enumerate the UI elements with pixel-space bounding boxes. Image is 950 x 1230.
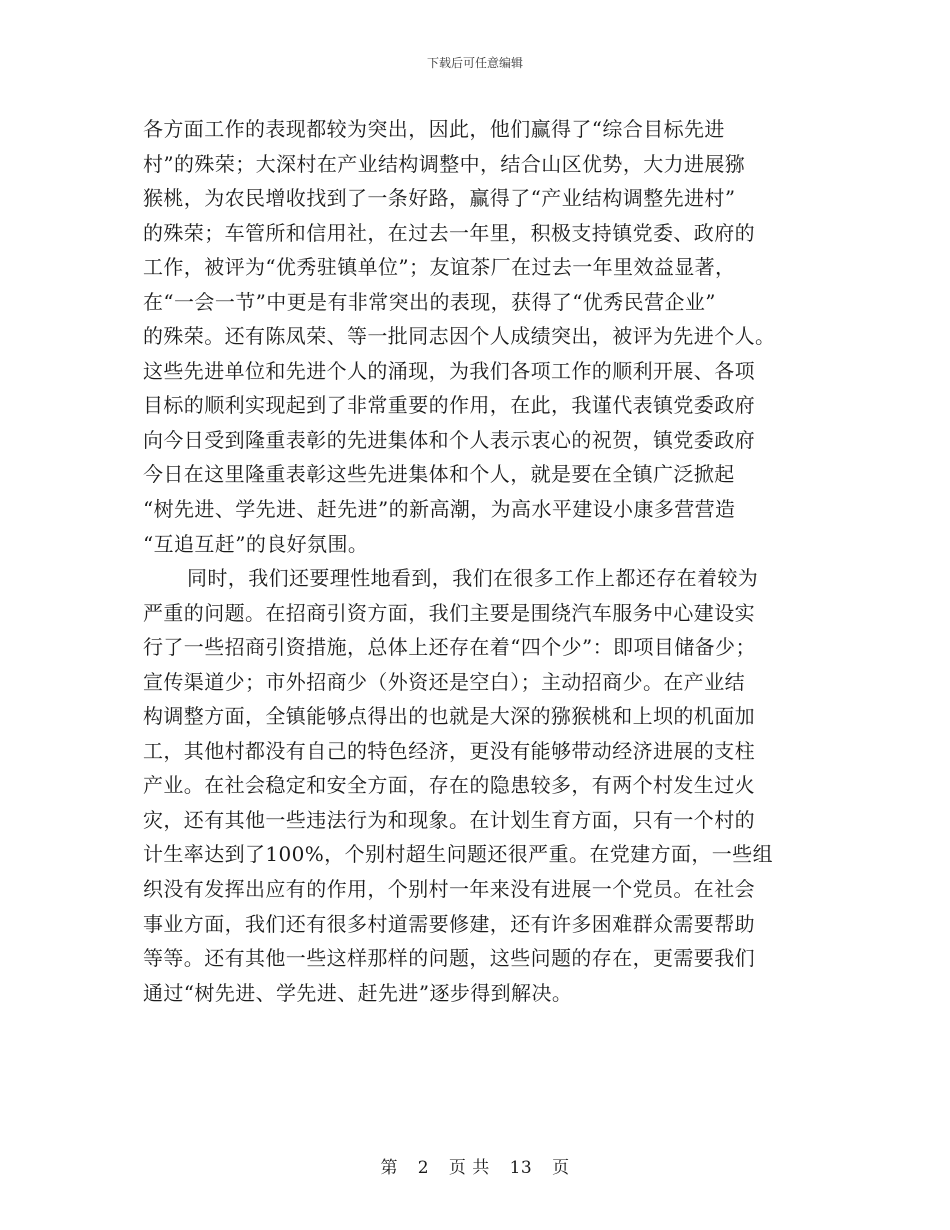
text-line: 通过“树先进、学先进、赶先进”逐步得到解决。 [143, 980, 573, 1005]
text-line: 构调整方面，全镇能够点得出的也就是大深的猕猴桃和上坝的机面加 [143, 704, 755, 729]
text-line: 今日在这里隆重表彰这些先进集体和个人，就是要在全镇广泛掀起 [143, 462, 735, 487]
paragraph-1 [143, 112, 811, 561]
text-line: “互追互赶”的良好氛围。 [143, 531, 369, 556]
text-line: 同时，我们还要理性地看到，我们在很多工作上都还存在着较为 [187, 566, 759, 591]
text-line: 宣传渠道少；市外招商少（外资还是空白）；主动招商少。在产业结 [143, 669, 745, 694]
text-line: 行了一些招商引资措施，总体上还存在着“四个少”：即项目储备少； [143, 635, 756, 660]
text-line: 目标的顺利实现起到了非常重要的作用，在此，我谨代表镇党委政府 [143, 393, 755, 418]
text-line: 的殊荣。还有陈凤荣、等一批同志因个人成绩突出，被评为先进个人。 [143, 324, 776, 349]
text-line: 等等。还有其他一些这样那样的问题，这些问题的存在，更需要我们 [143, 946, 755, 971]
page-label-mid: 页 共 [448, 1158, 490, 1178]
text-line: 向今日受到隆重表彰的先进集体和个人表示衷心的祝贺，镇党委政府 [143, 427, 755, 452]
body-text [143, 112, 811, 1010]
text-line: 织没有发挥出应有的作用，个别村一年来没有进展一个党员。在社会 [143, 877, 755, 902]
text-line: 事业方面，我们还有很多村道需要修建，还有许多困难群众需要帮助 [143, 911, 755, 936]
paragraph-2 [143, 561, 811, 1010]
page-current-number: 2 [417, 1158, 430, 1178]
text-line: 工，其他村都没有自己的特色经济，更没有能够带动经济进展的支柱 [143, 738, 755, 763]
page-label-suffix: 页 [552, 1158, 570, 1178]
text-line: 的殊荣；车管所和信用社，在过去一年里，积极支持镇党委、政府的 [143, 220, 755, 245]
text-line: 工作，被评为“优秀驻镇单位”；友谊茶厂在过去一年里效益显著， [143, 255, 736, 280]
text-line: 这些先进单位和先进个人的涌现，为我们各项工作的顺利开展、各项 [143, 358, 755, 383]
text-line: 严重的问题。在招商引资方面，我们主要是围绕汽车服务中心建设实 [143, 600, 755, 625]
text-line: 猴桃，为农民增收找到了一条好路，赢得了“产业结构调整先进村” [143, 186, 736, 211]
page-label-prefix: 第 [380, 1158, 398, 1178]
text-line: 在“一会一节”中更是有非常突出的表现，获得了“优秀民营企业” [143, 289, 716, 314]
page-footer [0, 1153, 950, 1178]
text-line: 村”的殊荣；大深村在产业结构调整中，结合山区优势，大力进展猕 [143, 151, 746, 176]
page-total-number: 13 [509, 1158, 533, 1178]
text-line: 灾，还有其他一些违法行为和现象。在计划生育方面，只有一个村的 [143, 807, 755, 832]
text-line: 计生率达到了100%，个别村超生问题还很严重。在党建方面，一些组 [143, 842, 773, 867]
text-line: “树先进、学先进、赶先进”的新高潮，为高水平建设小康多营营造 [143, 497, 736, 522]
page-header: 下载后可任意编辑 [426, 56, 523, 70]
text-line: 各方面工作的表现都较为突出，因此，他们赢得了“综合目标先进 [143, 117, 725, 141]
text-line: 产业。在社会稳定和安全方面，存在的隐患较多，有两个村发生过火 [143, 773, 755, 798]
